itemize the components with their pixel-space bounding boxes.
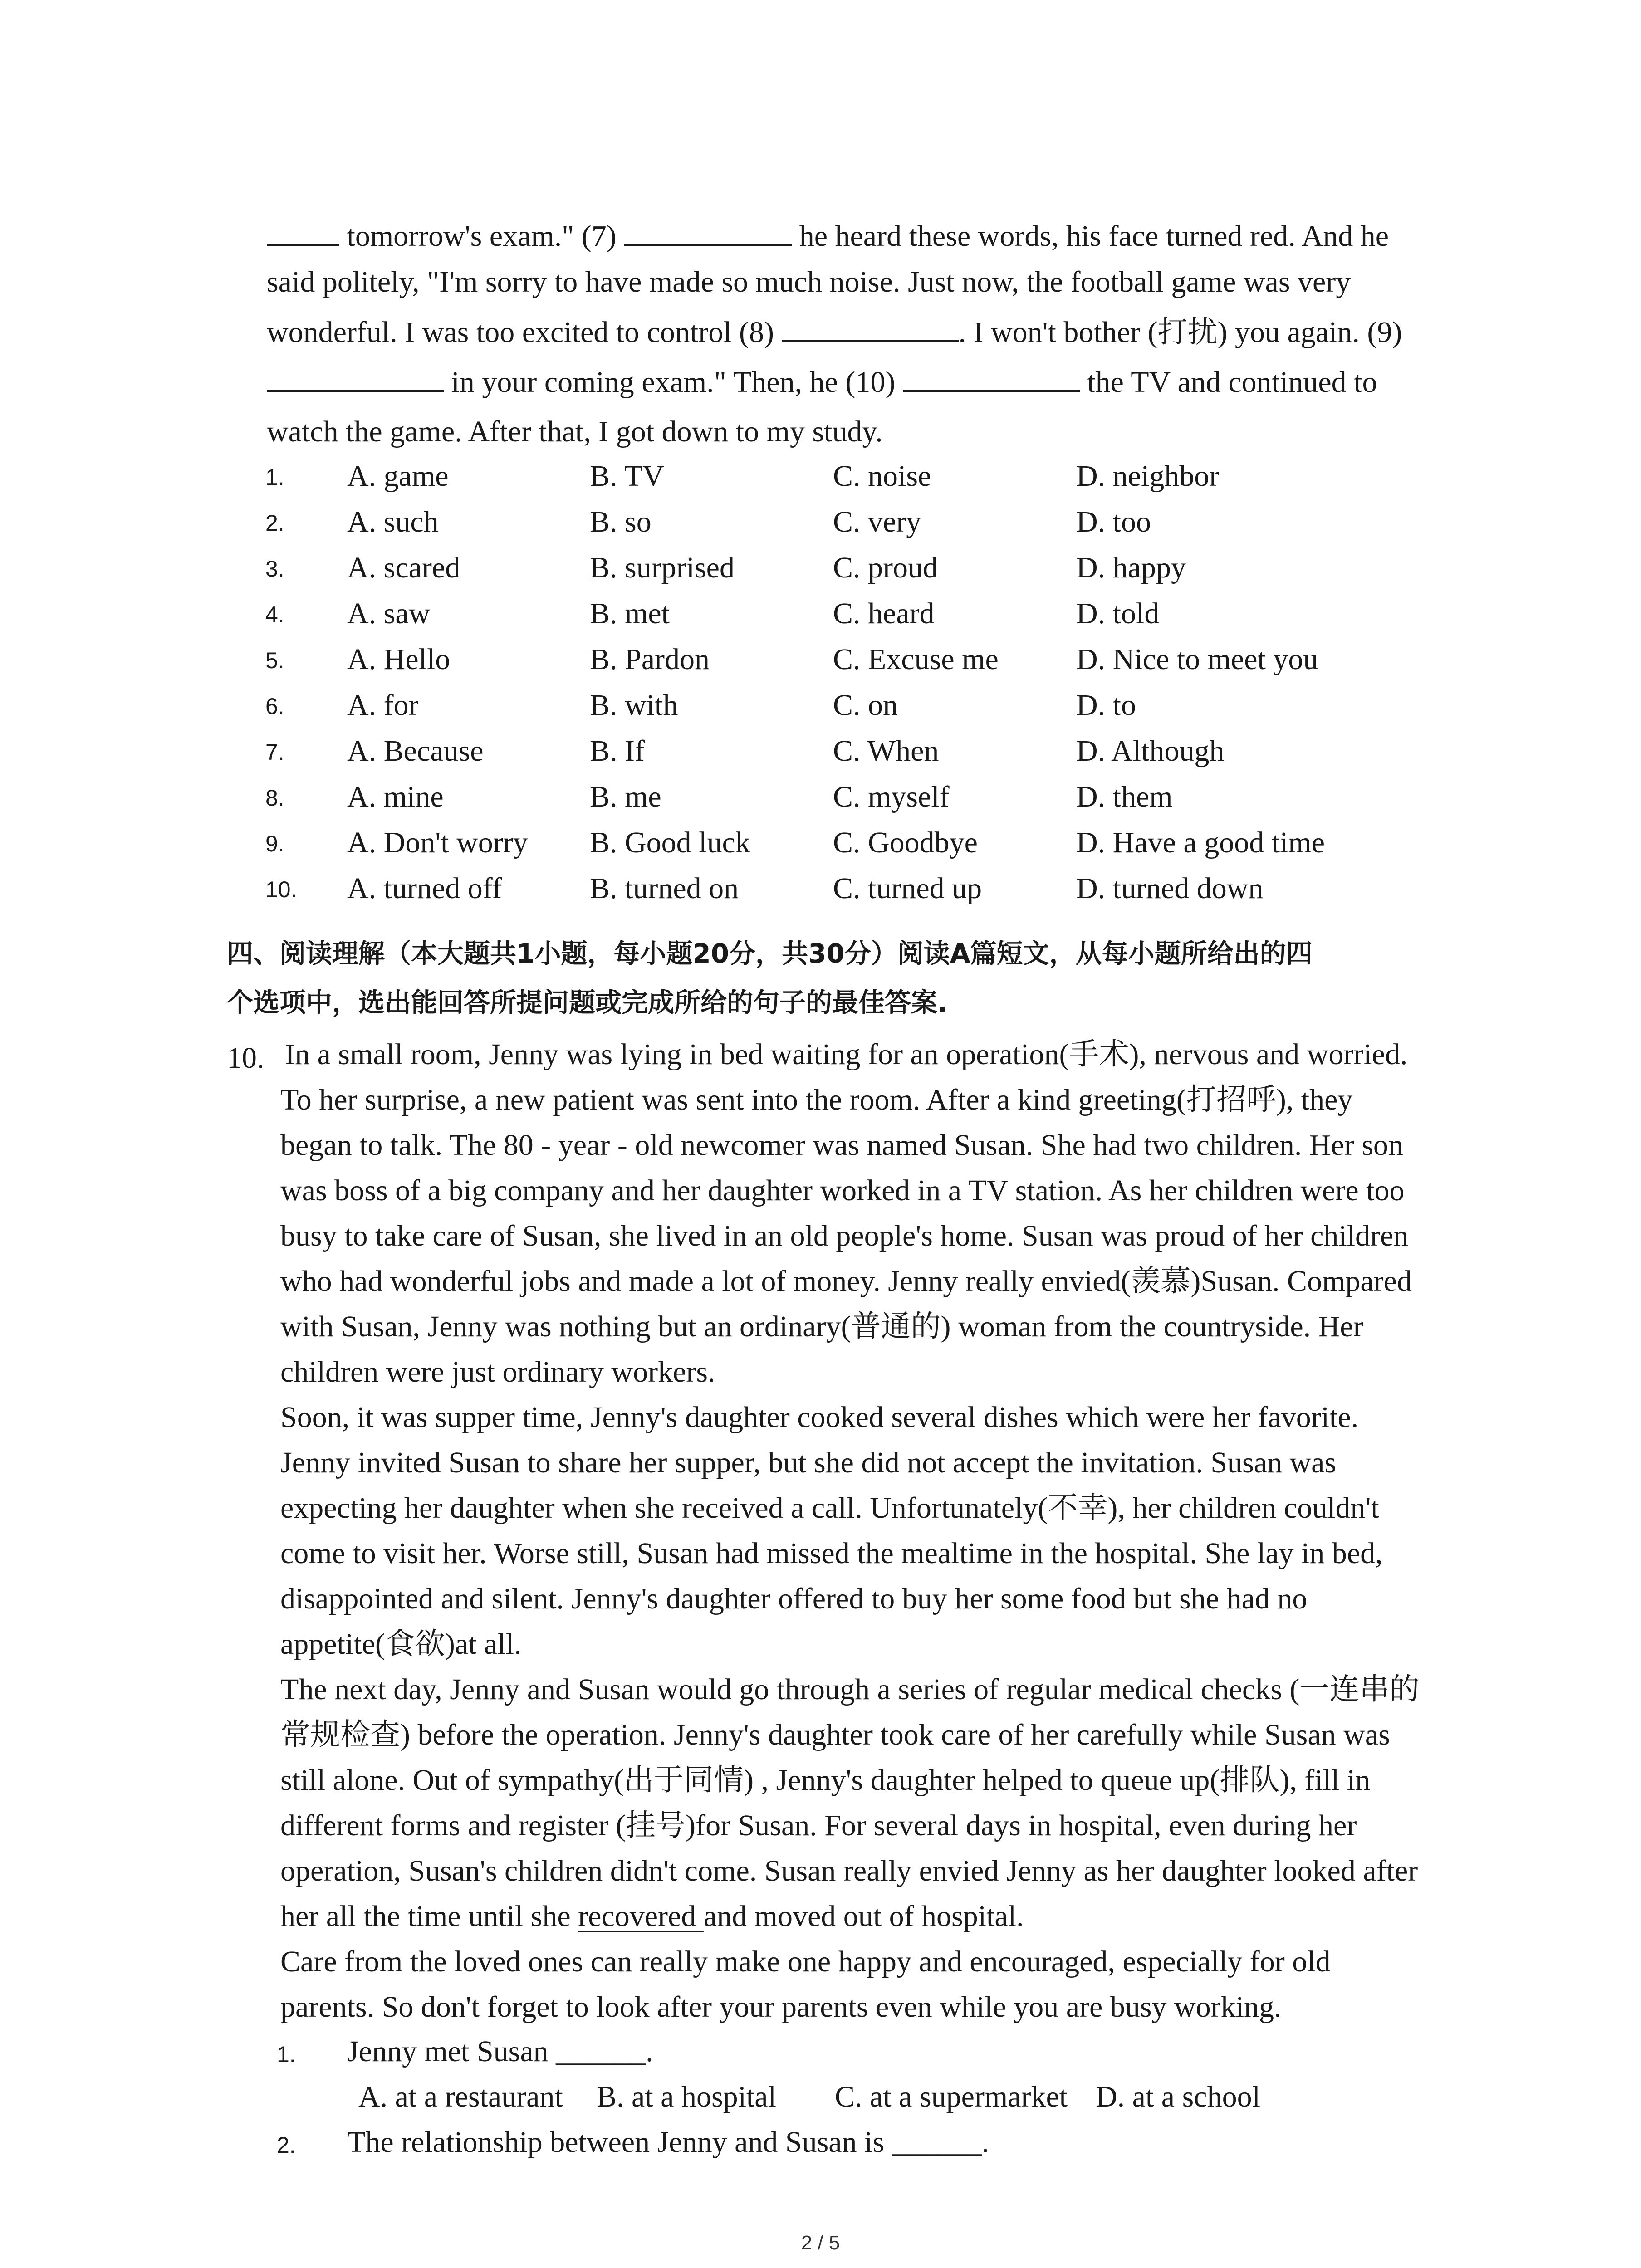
- passage-line: Jenny invited Susan to share her supper, but she did not accept the invitation. Susan was: [280, 1446, 1337, 1479]
- option-row: [0, 459, 1641, 500]
- option-a[interactable]: A. for: [347, 689, 419, 722]
- option-a[interactable]: A. Hello: [347, 643, 451, 676]
- option-d[interactable]: D. to: [1076, 689, 1136, 722]
- question-number: 2.: [277, 2132, 296, 2158]
- passage-line: busy to take care of Susan, she lived in an old people's home. Susan was proud of her children: [280, 1219, 1409, 1252]
- option-b[interactable]: B. turned on: [590, 872, 739, 905]
- blank-6: [267, 218, 339, 246]
- blank-10: [903, 364, 1080, 392]
- passage-line: children were just ordinary workers.: [280, 1355, 715, 1388]
- option-number: 3.: [265, 556, 284, 582]
- option-c[interactable]: C. on: [833, 689, 898, 722]
- option-number: 1.: [265, 464, 284, 490]
- option-a[interactable]: A. turned off: [347, 872, 502, 905]
- option-d[interactable]: D. too: [1076, 505, 1151, 538]
- option-row: [0, 688, 1641, 729]
- option-d[interactable]: D. Have a good time: [1076, 826, 1325, 859]
- option-b[interactable]: B. so: [590, 505, 652, 538]
- cloze-text: wonderful. I was too excited to control (8): [267, 316, 774, 349]
- option-number: 7.: [265, 739, 284, 765]
- passage-line: disappointed and silent. Jenny's daughter offered to buy her some food but she had no: [280, 1582, 1308, 1615]
- passage-line: appetite(食欲)at all.: [280, 1628, 522, 1661]
- option-c[interactable]: C. very: [833, 505, 921, 538]
- section-heading-line-1: 四、阅读理解（本大题共1小题，每小题20分，共30分）阅读A篇短文，从每小题所给出的四: [227, 938, 1313, 969]
- option-row: [0, 551, 1641, 591]
- section-heading-line-2: 个选项中，选出能回答所提问题或完成所给的句子的最佳答案.: [227, 987, 948, 1018]
- question-option-c[interactable]: C. at a supermarket: [835, 2080, 1068, 2113]
- blank-8: [782, 314, 959, 342]
- passage-line: with Susan, Jenny was nothing but an ordinary(普通的) woman from the countryside. Her: [280, 1310, 1363, 1343]
- option-c[interactable]: C. myself: [833, 780, 950, 813]
- option-d[interactable]: D. neighbor: [1076, 459, 1220, 493]
- passage-line: Soon, it was supper time, Jenny's daughter cooked several dishes which were her favorite.: [280, 1401, 1359, 1434]
- option-a[interactable]: A. such: [347, 505, 439, 538]
- passage-line: The next day, Jenny and Susan would go through a series of regular medical checks (一连串的: [280, 1673, 1420, 1706]
- option-row: [0, 871, 1641, 912]
- option-c[interactable]: C. Goodbye: [833, 826, 978, 859]
- option-row: [0, 642, 1641, 683]
- option-number: 8.: [265, 785, 284, 811]
- passage-line: come to visit her. Worse still, Susan had missed the mealtime in the hospital. She lay in bed,: [280, 1537, 1383, 1570]
- option-a[interactable]: A. Don't worry: [347, 826, 528, 859]
- option-b[interactable]: B. surprised: [590, 551, 735, 584]
- page-number: 2 / 5: [801, 2232, 840, 2254]
- option-row: [0, 505, 1641, 546]
- question-option-a[interactable]: A. at a restaurant: [358, 2080, 563, 2113]
- option-b[interactable]: B. Good luck: [590, 826, 750, 859]
- passage-line: different forms and register (挂号)for Susan. For several days in hospital, even during her: [280, 1809, 1357, 1842]
- blank-9: [267, 364, 444, 392]
- passage-line: 常规检查) before the operation. Jenny's daughter took care of her carefully while Susan was: [280, 1718, 1390, 1751]
- passage-text: and moved out of hospital.: [703, 1900, 1024, 1933]
- option-a[interactable]: A. game: [347, 459, 449, 493]
- cloze-line-5: watch the game. After that, I got down to my study.: [267, 415, 883, 448]
- passage-line: Care from the loved ones can really make one happy and encouraged, especially for old: [280, 1945, 1331, 1978]
- option-c[interactable]: C. proud: [833, 551, 938, 584]
- cloze-line-2: said politely, "I'm sorry to have made so much noise. Just now, the football game was very: [267, 265, 1351, 298]
- option-d[interactable]: D. them: [1076, 780, 1173, 813]
- cloze-line-1: [267, 218, 1389, 254]
- blank-7: [624, 218, 792, 246]
- passage-line: began to talk. The 80 - year - old newcomer was named Susan. She had two children. Her son: [280, 1129, 1403, 1162]
- underlined-word: recovered: [578, 1900, 704, 1933]
- question-number: 1.: [277, 2042, 296, 2067]
- option-number: 6.: [265, 694, 284, 719]
- option-row: [0, 596, 1641, 637]
- option-d[interactable]: D. Although: [1076, 734, 1225, 767]
- option-number: 2.: [265, 510, 284, 536]
- cloze-line-3: [267, 314, 1402, 351]
- option-b[interactable]: B. If: [590, 734, 645, 767]
- option-row: [0, 826, 1641, 866]
- passage-line: In a small room, Jenny was lying in bed waiting for an operation(手术), nervous and worried.: [285, 1038, 1408, 1071]
- option-a[interactable]: A. saw: [347, 597, 431, 630]
- option-row: [0, 780, 1641, 821]
- option-number: 4.: [265, 602, 284, 627]
- option-d[interactable]: D. told: [1076, 597, 1160, 630]
- option-c[interactable]: C. heard: [833, 597, 935, 630]
- question-text: The relationship between Jenny and Susan is ______.: [347, 2126, 989, 2159]
- cloze-line-4: [267, 364, 1377, 401]
- option-d[interactable]: D. Nice to meet you: [1076, 643, 1318, 676]
- passage-line: expecting her daughter when she received a call. Unfortunately(不幸), her children couldn't: [280, 1491, 1379, 1525]
- option-d[interactable]: D. turned down: [1076, 872, 1264, 905]
- option-b[interactable]: B. Pardon: [590, 643, 710, 676]
- option-b[interactable]: B. with: [590, 689, 678, 722]
- passage-text: her all the time until she: [280, 1900, 578, 1933]
- cloze-text: . I won't bother (打扰) you again. (9): [958, 316, 1402, 349]
- option-a[interactable]: A. mine: [347, 780, 444, 813]
- passage-line: parents. So don't forget to look after your parents even while you are busy working.: [280, 1990, 1282, 2024]
- option-b[interactable]: B. met: [590, 597, 670, 630]
- option-c[interactable]: C. turned up: [833, 872, 982, 905]
- option-a[interactable]: A. scared: [347, 551, 460, 584]
- passage-line-recovered: [280, 1898, 1024, 1935]
- reading-question-number: 10.: [227, 1041, 265, 1075]
- option-c[interactable]: C. Excuse me: [833, 643, 999, 676]
- passage-line: To her surprise, a new patient was sent into the room. After a kind greeting(打招呼), they: [280, 1083, 1353, 1116]
- option-b[interactable]: B. TV: [590, 459, 664, 493]
- question-option-d[interactable]: D. at a school: [1096, 2080, 1260, 2113]
- option-number: 10.: [265, 877, 297, 902]
- option-row: [0, 734, 1641, 775]
- passage-line: who had wonderful jobs and made a lot of money. Jenny really envied(羡慕)Susan. Compared: [280, 1265, 1412, 1298]
- option-number: 5.: [265, 648, 284, 673]
- option-c[interactable]: C. When: [833, 734, 939, 767]
- cloze-text: tomorrow's exam." (7): [347, 220, 617, 253]
- option-d[interactable]: D. happy: [1076, 551, 1186, 584]
- cloze-text: the TV and continued to: [1087, 366, 1377, 399]
- passage-line: still alone. Out of sympathy(出于同情) , Jenny's daughter helped to queue up(排队), fill in: [280, 1764, 1371, 1797]
- passage-line: was boss of a big company and her daughter worked in a TV station. As her children were too: [280, 1174, 1405, 1207]
- option-number: 9.: [265, 831, 284, 856]
- cloze-text: he heard these words, his face turned red. And he: [799, 220, 1389, 253]
- question-option-b[interactable]: B. at a hospital: [597, 2080, 776, 2113]
- question-text: Jenny met Susan ______.: [347, 2035, 653, 2068]
- passage-line: operation, Susan's children didn't come. Susan really envied Jenny as her daughter looked after: [280, 1854, 1418, 1887]
- option-a[interactable]: A. Because: [347, 734, 484, 767]
- cloze-text: in your coming exam." Then, he (10): [451, 366, 896, 399]
- option-c[interactable]: C. noise: [833, 459, 931, 493]
- option-b[interactable]: B. me: [590, 780, 661, 813]
